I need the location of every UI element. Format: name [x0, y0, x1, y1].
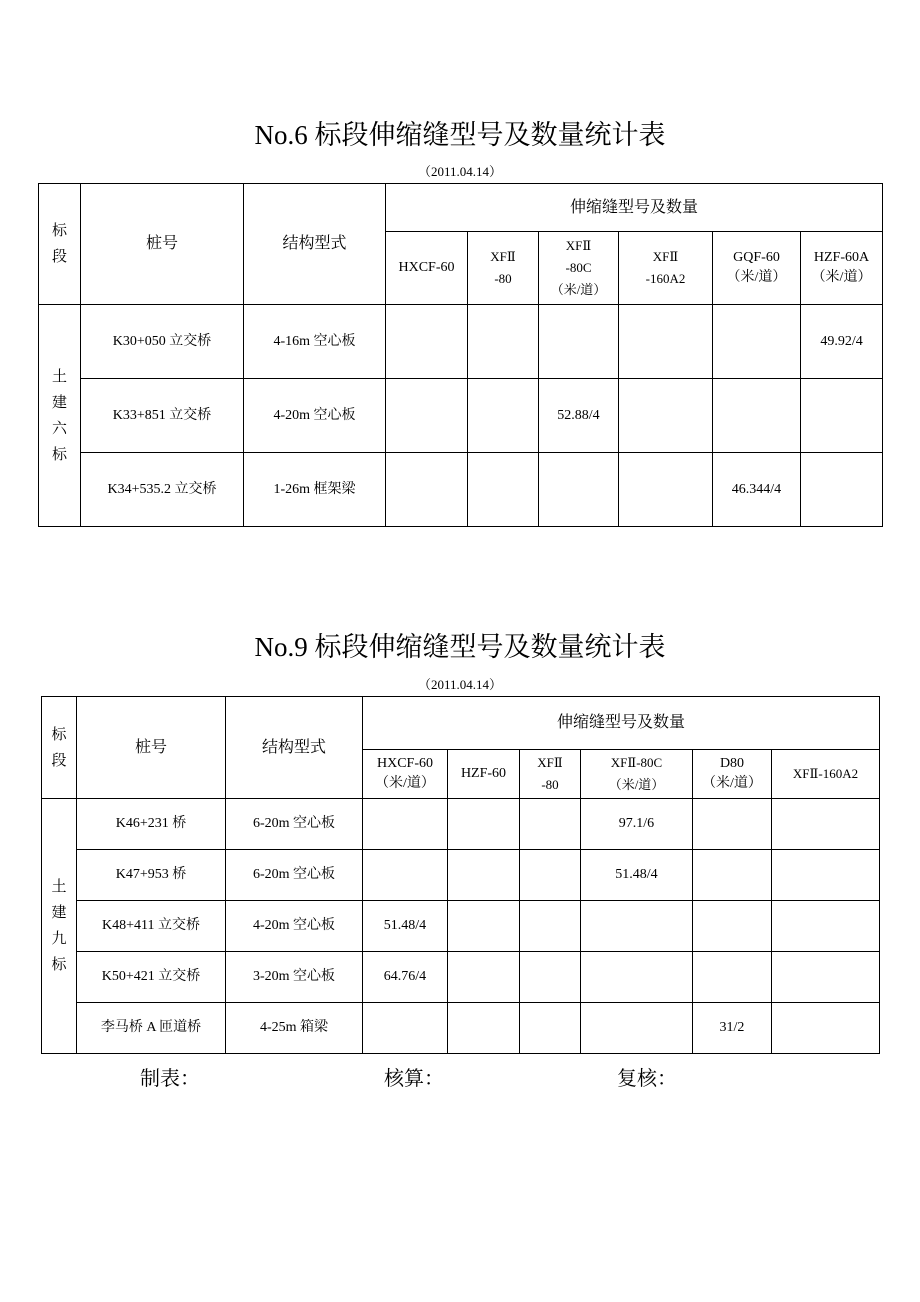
value-cell	[386, 305, 468, 379]
value-cell	[693, 850, 772, 901]
structure-header: 结构型式	[244, 184, 386, 305]
value-cell	[468, 453, 539, 527]
structure-cell: 6-20m 空心板	[226, 850, 363, 901]
table-row	[39, 453, 883, 527]
value-cell: 51.48/4	[363, 901, 448, 952]
table1-title: No.6 标段伸缩缝型号及数量统计表	[254, 120, 666, 150]
value-cell	[772, 850, 880, 901]
section-label: 土 建 九 标	[42, 799, 77, 1054]
value-cell	[520, 901, 581, 952]
table-row	[42, 1003, 880, 1054]
value-cell	[772, 799, 880, 850]
structure-cell: 4-25m 箱梁	[226, 1003, 363, 1054]
model-header: XFⅡ -80C （米/道）	[539, 232, 619, 305]
model-header: HXCF-60	[386, 232, 468, 305]
section-label: 土 建 六 标	[39, 305, 81, 527]
value-cell	[520, 952, 581, 1003]
table-row	[42, 952, 880, 1003]
footer-reviewed-by: 复核：	[617, 1068, 677, 1090]
model-header: XFⅡ -160A2	[619, 232, 713, 305]
table-row	[39, 305, 883, 379]
structure-cell: 4-20m 空心板	[244, 379, 386, 453]
joint-group-header: 伸缩缝型号及数量	[386, 184, 883, 232]
model-header: HZF-60A （米/道）	[801, 232, 883, 305]
joint-group-header: 伸缩缝型号及数量	[363, 697, 880, 750]
value-cell	[801, 379, 883, 453]
model-header: GQF-60 （米/道）	[713, 232, 801, 305]
table2-header-row	[42, 697, 880, 750]
value-cell	[520, 1003, 581, 1054]
value-cell	[448, 1003, 520, 1054]
pile-cell: K46+231 桥	[77, 799, 226, 850]
model-header: XFⅡ-160A2	[772, 750, 880, 799]
table-row	[42, 901, 880, 952]
structure-cell: 4-16m 空心板	[244, 305, 386, 379]
pile-cell: K50+421 立交桥	[77, 952, 226, 1003]
value-cell	[581, 1003, 693, 1054]
value-cell	[713, 305, 801, 379]
table-row	[42, 799, 880, 850]
value-cell	[581, 952, 693, 1003]
value-cell	[619, 305, 713, 379]
value-cell	[448, 952, 520, 1003]
structure-cell: 6-20m 空心板	[226, 799, 363, 850]
section-header: 标 段	[42, 697, 77, 799]
value-cell	[772, 901, 880, 952]
value-cell	[468, 305, 539, 379]
section-header: 标 段	[39, 184, 81, 305]
pile-header: 桩号	[81, 184, 244, 305]
value-cell	[693, 799, 772, 850]
pile-cell: K30+050 立交桥	[81, 305, 244, 379]
table1-date: （2011.04.14）	[417, 164, 503, 179]
value-cell: 97.1/6	[581, 799, 693, 850]
table2-date: （2011.04.14）	[417, 677, 503, 692]
value-cell	[693, 901, 772, 952]
table1-header-row	[39, 184, 883, 232]
value-cell	[619, 453, 713, 527]
pile-cell: K48+411 立交桥	[77, 901, 226, 952]
pile-cell: K33+851 立交桥	[81, 379, 244, 453]
structure-cell: 3-20m 空心板	[226, 952, 363, 1003]
table2	[41, 696, 880, 1054]
model-header: HXCF-60 （米/道）	[363, 750, 448, 799]
value-cell	[772, 1003, 880, 1054]
model-header: D80 （米/道）	[693, 750, 772, 799]
structure-header: 结构型式	[226, 697, 363, 799]
value-cell: 49.92/4	[801, 305, 883, 379]
model-header: XFⅡ -80	[520, 750, 581, 799]
value-cell	[448, 850, 520, 901]
model-header: XFⅡ -80	[468, 232, 539, 305]
pile-cell: 李马桥 A 匝道桥	[77, 1003, 226, 1054]
pile-cell: K47+953 桥	[77, 850, 226, 901]
footer-made-by: 制表：	[140, 1068, 200, 1090]
value-cell: 51.48/4	[581, 850, 693, 901]
value-cell	[363, 1003, 448, 1054]
value-cell	[386, 453, 468, 527]
value-cell: 31/2	[693, 1003, 772, 1054]
table-row	[39, 379, 883, 453]
value-cell	[713, 379, 801, 453]
footer-checked-by: 核算：	[384, 1068, 444, 1090]
value-cell	[693, 952, 772, 1003]
value-cell	[539, 453, 619, 527]
model-header: XFⅡ-80C （米/道）	[581, 750, 693, 799]
value-cell: 46.344/4	[713, 453, 801, 527]
table1	[38, 183, 883, 527]
structure-cell: 1-26m 框架梁	[244, 453, 386, 527]
value-cell	[520, 799, 581, 850]
pile-header: 桩号	[77, 697, 226, 799]
value-cell	[772, 952, 880, 1003]
table2-title: No.9 标段伸缩缝型号及数量统计表	[254, 632, 666, 662]
pile-cell: K34+535.2 立交桥	[81, 453, 244, 527]
value-cell	[448, 799, 520, 850]
value-cell	[539, 305, 619, 379]
value-cell	[520, 850, 581, 901]
value-cell: 52.88/4	[539, 379, 619, 453]
value-cell	[363, 799, 448, 850]
value-cell	[386, 379, 468, 453]
value-cell	[363, 850, 448, 901]
model-header: HZF-60	[448, 750, 520, 799]
value-cell	[801, 453, 883, 527]
value-cell	[448, 901, 520, 952]
structure-cell: 4-20m 空心板	[226, 901, 363, 952]
table-row	[42, 850, 880, 901]
value-cell	[619, 379, 713, 453]
value-cell	[468, 379, 539, 453]
value-cell	[581, 901, 693, 952]
value-cell: 64.76/4	[363, 952, 448, 1003]
